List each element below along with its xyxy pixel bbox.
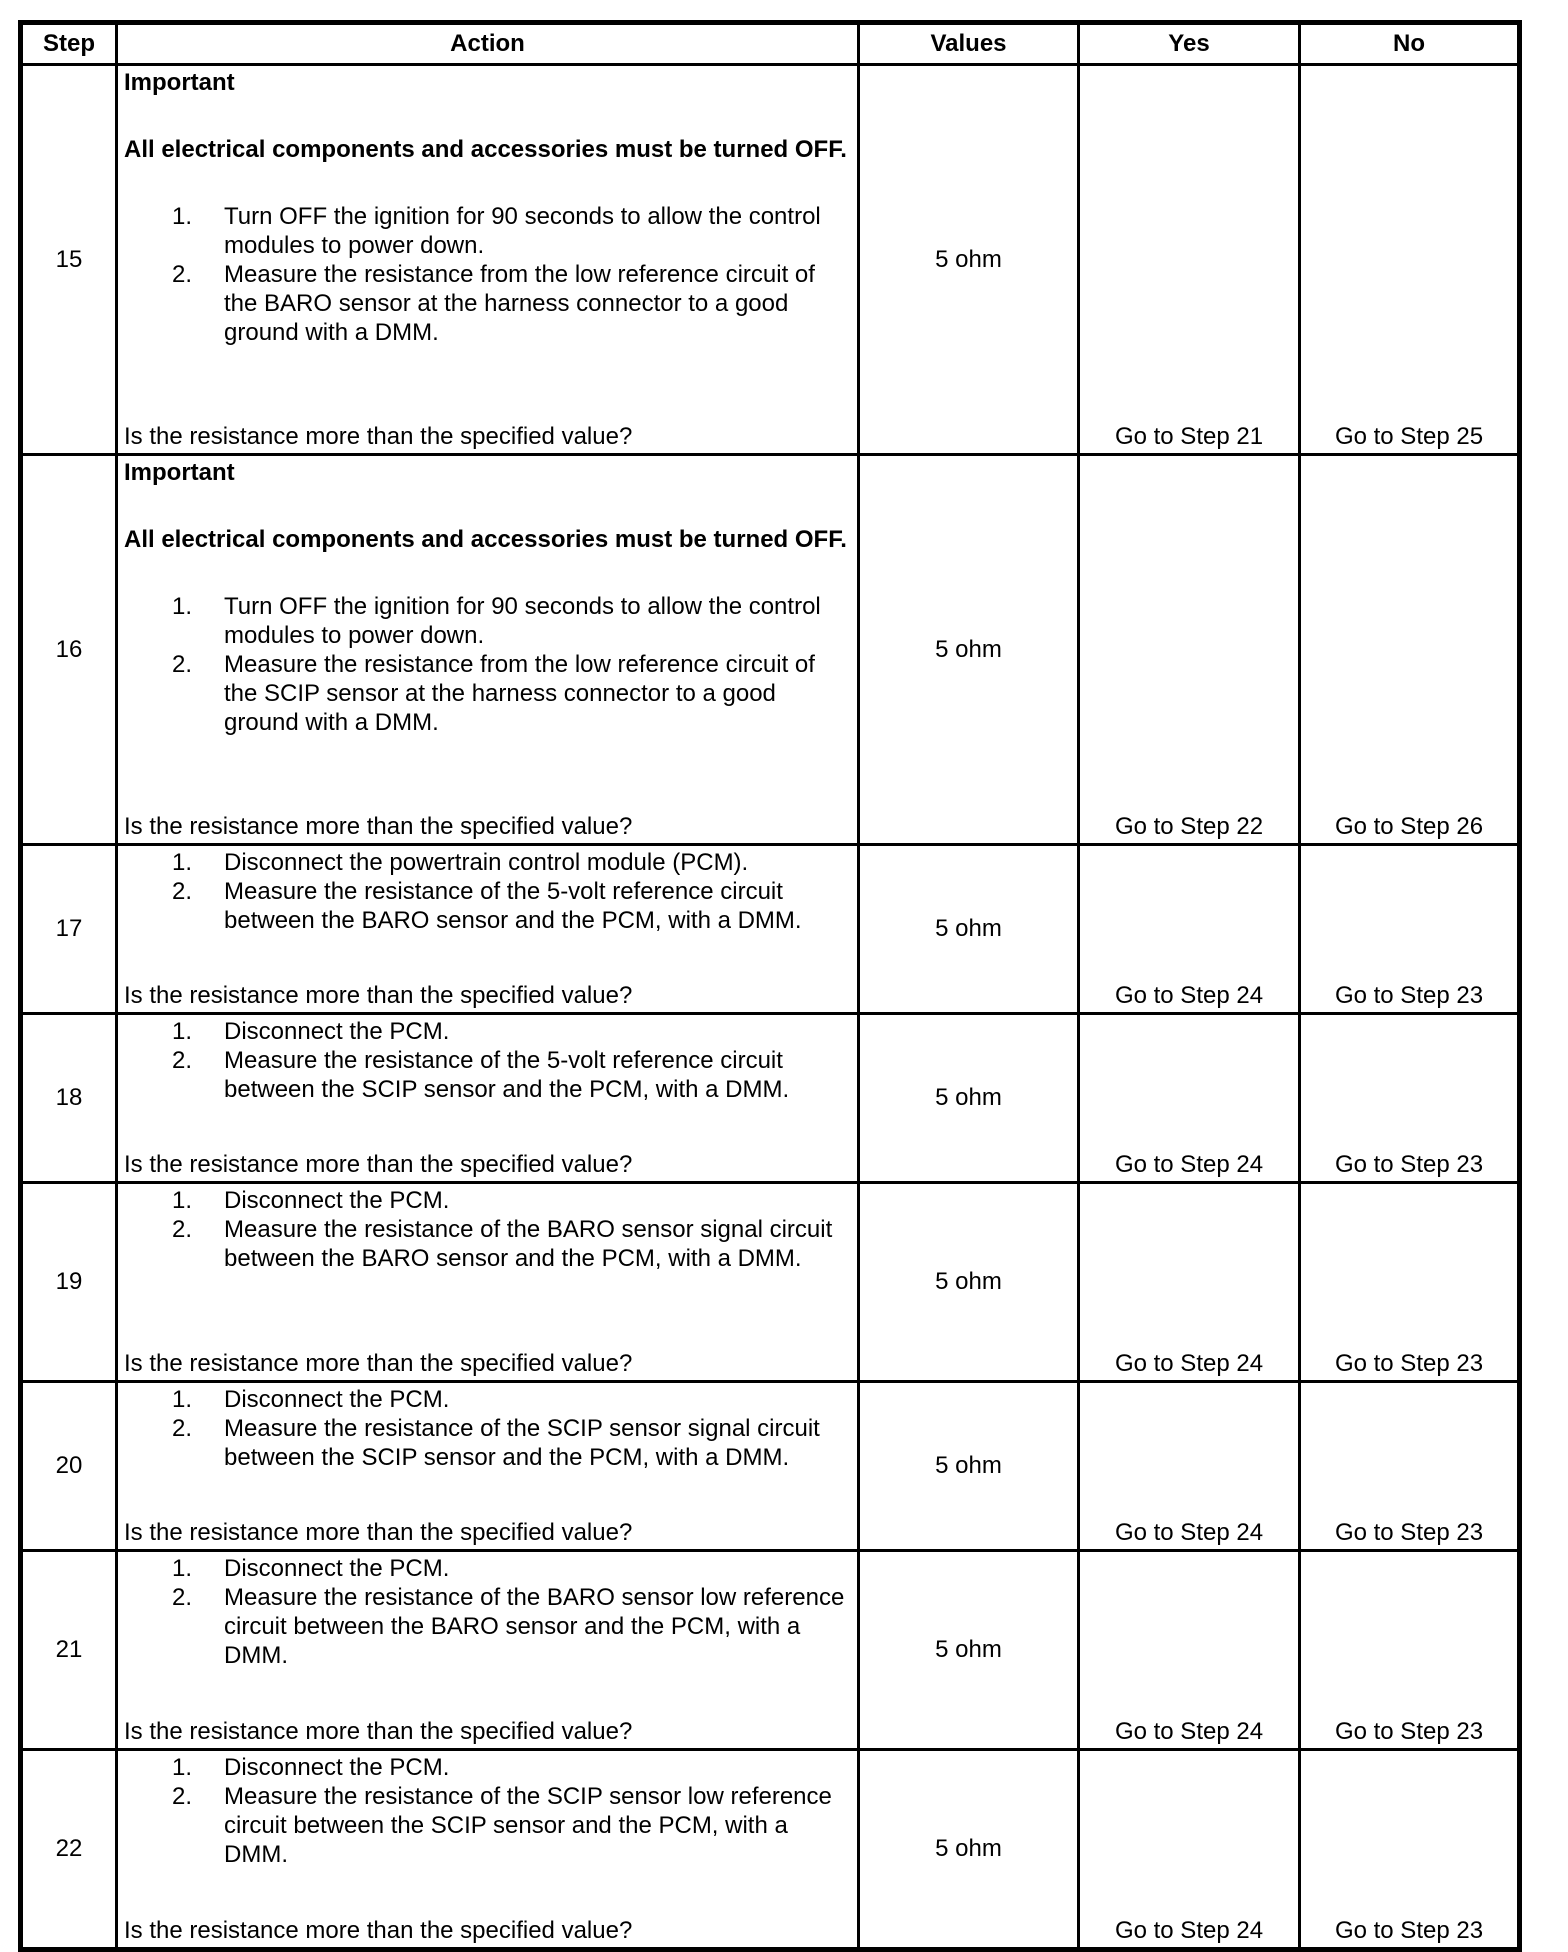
- value-cell: 5 ohm: [859, 1382, 1079, 1551]
- yes-cell: [1079, 1183, 1300, 1382]
- yes-goto-text: Go to Step 21: [1114, 423, 1264, 450]
- procedure-list: [124, 1017, 851, 1104]
- procedure-step-text: Disconnect the PCM.: [224, 1018, 450, 1045]
- no-cell: [1300, 65, 1520, 455]
- procedure-step-number: 1.: [172, 1555, 193, 1582]
- procedure-step: [124, 1554, 851, 1583]
- question-text: Is the resistance more than the specified value?: [124, 813, 633, 840]
- step-number: 15: [21, 65, 117, 455]
- procedure-step-text: Turn OFF the ignition for 90 seconds to allow the control modules to power down.: [224, 593, 821, 649]
- procedure-step-number: 1.: [172, 1386, 193, 1413]
- diagnostic-table: [18, 20, 1522, 1952]
- value-cell: 5 ohm: [859, 1551, 1079, 1750]
- procedure-step: [124, 592, 851, 650]
- no-cell: [1300, 455, 1520, 845]
- no-cell: [1300, 1750, 1520, 1950]
- procedure-list: [124, 1554, 851, 1670]
- yes-goto-text: Go to Step 24: [1114, 1151, 1264, 1178]
- table-row: [21, 455, 1520, 845]
- question-text: Is the resistance more than the specified value?: [124, 1151, 633, 1178]
- procedure-step-text: Measure the resistance of the 5-volt reference circuit between the BARO sensor and the PCM, with a DMM.: [224, 878, 802, 934]
- procedure-step-text: Disconnect the PCM.: [224, 1386, 450, 1413]
- procedure-step: [124, 1782, 851, 1869]
- value-cell: 5 ohm: [859, 1183, 1079, 1382]
- procedure-step-text: Disconnect the PCM.: [224, 1754, 450, 1781]
- procedure-step-number: 2.: [172, 1584, 193, 1611]
- question-text: Is the resistance more than the specified value?: [124, 423, 633, 450]
- no-cell: [1300, 1551, 1520, 1750]
- question-text: Is the resistance more than the specified value?: [124, 1917, 633, 1944]
- procedure-list: [124, 1186, 851, 1273]
- procedure-step: [124, 1046, 851, 1104]
- yes-cell: [1079, 455, 1300, 845]
- yes-cell: [1079, 65, 1300, 455]
- no-cell: [1300, 1014, 1520, 1183]
- yes-cell: [1079, 1014, 1300, 1183]
- question-text: Is the resistance more than the specified value?: [124, 982, 633, 1009]
- question-text: Is the resistance more than the specified value?: [124, 1519, 633, 1546]
- procedure-step-text: Measure the resistance of the 5-volt reference circuit between the SCIP sensor and the PCM, with a DMM.: [224, 1047, 790, 1103]
- no-goto-text: Go to Step 23: [1334, 1718, 1484, 1745]
- important-label: Important: [124, 459, 235, 486]
- value-cell: 5 ohm: [859, 455, 1079, 845]
- no-goto-text: Go to Step 26: [1334, 813, 1484, 840]
- action-content: [118, 1015, 857, 1181]
- procedure-step-number: 1.: [172, 203, 193, 230]
- procedure-step-number: 2.: [172, 651, 193, 678]
- action-cell: [117, 1750, 859, 1950]
- no-goto-text: Go to Step 23: [1334, 1519, 1484, 1546]
- yes-goto-text: Go to Step 24: [1114, 982, 1264, 1009]
- yes-cell: [1079, 1750, 1300, 1950]
- procedure-step-number: 2.: [172, 1047, 193, 1074]
- procedure-step-text: Disconnect the powertrain control module (PCM).: [224, 849, 749, 876]
- no-goto-text: Go to Step 23: [1334, 982, 1484, 1009]
- procedure-step-text: Measure the resistance from the low reference circuit of the SCIP sensor at the harness connector to a good ground with a DMM.: [224, 651, 815, 736]
- header-values: Values: [859, 23, 1079, 65]
- procedure-step: [124, 650, 851, 737]
- no-cell: [1300, 845, 1520, 1014]
- action-content: [118, 1383, 857, 1549]
- procedure-list: [124, 202, 851, 347]
- procedure-step-number: 1.: [172, 593, 193, 620]
- table-row: [21, 65, 1520, 455]
- action-cell: [117, 1014, 859, 1183]
- procedure-step-number: 1.: [172, 1754, 193, 1781]
- step-number: 20: [21, 1382, 117, 1551]
- question-text: Is the resistance more than the specified value?: [124, 1350, 633, 1377]
- procedure-step: [124, 848, 851, 877]
- step-number: 16: [21, 455, 117, 845]
- yes-goto-text: Go to Step 24: [1114, 1519, 1264, 1546]
- header-row: [21, 23, 1520, 65]
- step-number: 17: [21, 845, 117, 1014]
- procedure-step-text: Measure the resistance of the BARO sensor signal circuit between the BARO sensor and the PCM, with a DMM.: [224, 1216, 833, 1272]
- procedure-step: [124, 202, 851, 260]
- procedure-step-text: Turn OFF the ignition for 90 seconds to allow the control modules to power down.: [224, 203, 821, 259]
- action-cell: [117, 1382, 859, 1551]
- procedure-step: [124, 1215, 851, 1273]
- action-cell: [117, 845, 859, 1014]
- action-cell: [117, 455, 859, 845]
- yes-cell: [1079, 1382, 1300, 1551]
- procedure-step: [124, 1583, 851, 1670]
- action-cell: [117, 1551, 859, 1750]
- procedure-step: [124, 1186, 851, 1215]
- procedure-step-number: 1.: [172, 1018, 193, 1045]
- procedure-step-number: 2.: [172, 878, 193, 905]
- action-cell: [117, 65, 859, 455]
- header-action: Action: [117, 23, 859, 65]
- procedure-step: [124, 1385, 851, 1414]
- action-cell: [117, 1183, 859, 1382]
- no-cell: [1300, 1183, 1520, 1382]
- table-row: [21, 1551, 1520, 1750]
- table-row: [21, 1183, 1520, 1382]
- table-row: [21, 1750, 1520, 1950]
- procedure-step: [124, 1414, 851, 1472]
- procedure-step: [124, 260, 851, 347]
- table-row: [21, 845, 1520, 1014]
- procedure-step-text: Disconnect the PCM.: [224, 1555, 450, 1582]
- header-step: Step: [21, 23, 117, 65]
- procedure-step-number: 2.: [172, 1216, 193, 1243]
- no-goto-text: Go to Step 23: [1334, 1151, 1484, 1178]
- action-content: [118, 846, 857, 1012]
- procedure-step-number: 1.: [172, 1187, 193, 1214]
- important-text: All electrical components and accessories must be turned OFF.: [124, 526, 847, 553]
- table-row: [21, 1014, 1520, 1183]
- step-number: 18: [21, 1014, 117, 1183]
- procedure-step-text: Measure the resistance of the BARO sensor low reference circuit between the BARO sensor and the PCM, with a DMM.: [224, 1584, 845, 1669]
- procedure-list: [124, 1753, 851, 1869]
- value-cell: 5 ohm: [859, 1014, 1079, 1183]
- action-content: [118, 66, 857, 453]
- yes-goto-text: Go to Step 24: [1114, 1718, 1264, 1745]
- action-content: [118, 1751, 857, 1947]
- step-number: 19: [21, 1183, 117, 1382]
- procedure-step-text: Measure the resistance of the SCIP sensor low reference circuit between the SCIP sensor and the PCM, with a DMM.: [224, 1783, 832, 1868]
- procedure-step-number: 1.: [172, 849, 193, 876]
- important-text: All electrical components and accessories must be turned OFF.: [124, 136, 847, 163]
- procedure-list: [124, 848, 851, 935]
- yes-cell: [1079, 1551, 1300, 1750]
- no-goto-text: Go to Step 23: [1334, 1917, 1484, 1944]
- yes-goto-text: Go to Step 24: [1114, 1917, 1264, 1944]
- value-cell: 5 ohm: [859, 65, 1079, 455]
- procedure-step: [124, 1753, 851, 1782]
- important-label: Important: [124, 69, 235, 96]
- procedure-step-text: Disconnect the PCM.: [224, 1187, 450, 1214]
- header-yes: Yes: [1079, 23, 1300, 65]
- action-content: [118, 1552, 857, 1748]
- yes-goto-text: Go to Step 22: [1114, 813, 1264, 840]
- action-content: [118, 456, 857, 843]
- procedure-step: [124, 877, 851, 935]
- procedure-step-number: 2.: [172, 1415, 193, 1442]
- no-cell: [1300, 1382, 1520, 1551]
- step-number: 22: [21, 1750, 117, 1950]
- no-goto-text: Go to Step 25: [1334, 423, 1484, 450]
- yes-cell: [1079, 845, 1300, 1014]
- procedure-step: [124, 1017, 851, 1046]
- step-number: 21: [21, 1551, 117, 1750]
- no-goto-text: Go to Step 23: [1334, 1350, 1484, 1377]
- procedure-step-number: 2.: [172, 261, 193, 288]
- procedure-list: [124, 592, 851, 737]
- header-no: No: [1300, 23, 1520, 65]
- procedure-list: [124, 1385, 851, 1472]
- yes-goto-text: Go to Step 24: [1114, 1350, 1264, 1377]
- value-cell: 5 ohm: [859, 1750, 1079, 1950]
- procedure-step-text: Measure the resistance of the SCIP sensor signal circuit between the SCIP sensor and the PCM, with a DMM.: [224, 1415, 820, 1471]
- value-cell: 5 ohm: [859, 845, 1079, 1014]
- table-row: [21, 1382, 1520, 1551]
- procedure-step-number: 2.: [172, 1783, 193, 1810]
- question-text: Is the resistance more than the specified value?: [124, 1718, 633, 1745]
- procedure-step-text: Measure the resistance from the low reference circuit of the BARO sensor at the harness connector to a good ground with a DMM.: [224, 261, 815, 346]
- action-content: [118, 1184, 857, 1380]
